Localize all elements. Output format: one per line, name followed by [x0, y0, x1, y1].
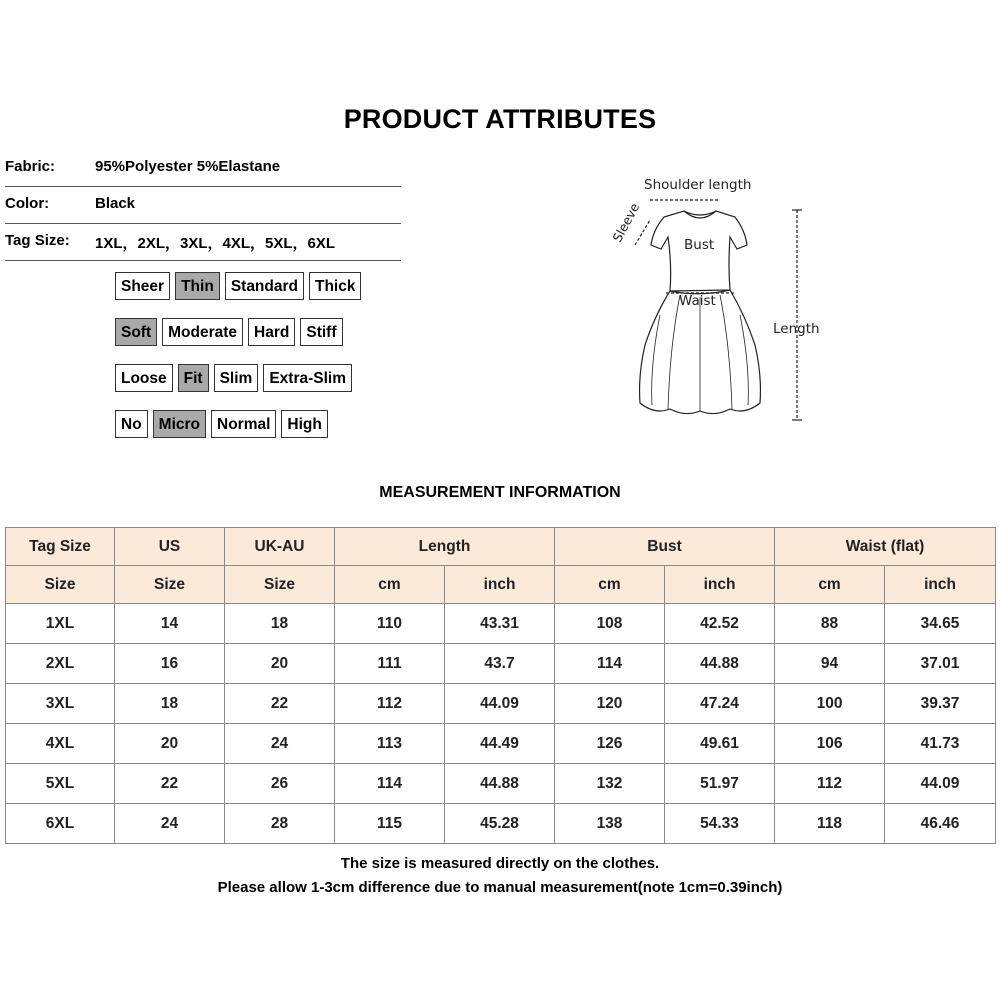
table-cell: 44.88: [445, 764, 555, 804]
table-cell: 100: [775, 684, 885, 724]
table-cell: 88: [775, 604, 885, 644]
table-cell: 49.61: [665, 724, 775, 764]
table-subheader-cell: inch: [445, 566, 555, 604]
table-cell: 22: [115, 764, 225, 804]
waist-label: Waist: [679, 293, 716, 309]
table-cell: 24: [115, 804, 225, 844]
table-cell: 106: [775, 724, 885, 764]
page-title: PRODUCT ATTRIBUTES: [343, 104, 657, 134]
option-extra-slim[interactable]: Extra-Slim: [263, 364, 352, 392]
option-thin[interactable]: Thin: [175, 272, 220, 300]
table-cell: 22: [225, 684, 335, 724]
table-subheader-cell: inch: [885, 566, 996, 604]
table-cell: 41.73: [885, 724, 996, 764]
note-measured: The size is measured directly on the clothes.: [340, 855, 660, 872]
attr-label: Color:: [5, 195, 50, 212]
table-cell: 42.52: [665, 604, 775, 644]
table-subheader-cell: cm: [775, 566, 885, 604]
option-micro[interactable]: Micro: [153, 410, 206, 438]
table-row: [6, 804, 996, 844]
shoulder-length-label: Shoulder length: [644, 177, 752, 193]
table-header-cell: Waist (flat): [775, 528, 996, 566]
option-loose[interactable]: Loose: [115, 364, 173, 392]
table-cell: 20: [115, 724, 225, 764]
table-cell: 110: [335, 604, 445, 644]
attr-value: 1XL，2XL，3XL，4XL，5XL，6XL: [95, 235, 336, 252]
table-cell: 39.37: [885, 684, 996, 724]
table-cell: 132: [555, 764, 665, 804]
table-cell: 34.65: [885, 604, 996, 644]
table-cell: 44.09: [445, 684, 555, 724]
table-cell: 3XL: [6, 684, 115, 724]
table-cell: 43.31: [445, 604, 555, 644]
table-cell: 16: [115, 644, 225, 684]
table-cell: 20: [225, 644, 335, 684]
option-normal[interactable]: Normal: [211, 410, 276, 438]
table-row: [6, 764, 996, 804]
length-label: Length: [773, 321, 820, 337]
option-fit[interactable]: Fit: [178, 364, 209, 392]
table-cell: 46.46: [885, 804, 996, 844]
table-cell: 138: [555, 804, 665, 844]
option-high[interactable]: High: [281, 410, 327, 438]
table-cell: 14: [115, 604, 225, 644]
table-cell: 113: [335, 724, 445, 764]
table-cell: 112: [335, 684, 445, 724]
attr-row-fabric: [5, 149, 401, 187]
option-sheer[interactable]: Sheer: [115, 272, 170, 300]
table-cell: 37.01: [885, 644, 996, 684]
table-row: [6, 644, 996, 684]
table-cell: 44.88: [665, 644, 775, 684]
table-subheader-cell: Size: [6, 566, 115, 604]
option-thick[interactable]: Thick: [309, 272, 361, 300]
attr-row-tag-size: [5, 223, 401, 261]
table-cell: 24: [225, 724, 335, 764]
attr-label: Fabric:: [5, 158, 56, 175]
table-subheader-row: [6, 566, 996, 604]
size-chart-table: [5, 527, 996, 844]
table-header-cell: Bust: [555, 528, 775, 566]
attr-label: Tag Size:: [5, 232, 70, 249]
option-no[interactable]: No: [115, 410, 148, 438]
table-subheader-cell: cm: [335, 566, 445, 604]
option-moderate[interactable]: Moderate: [162, 318, 243, 346]
option-soft[interactable]: Soft: [115, 318, 157, 346]
table-cell: 118: [775, 804, 885, 844]
measurement-title: MEASUREMENT INFORMATION: [379, 484, 621, 501]
table-cell: 120: [555, 684, 665, 724]
table-cell: 4XL: [6, 724, 115, 764]
table-cell: 44.09: [885, 764, 996, 804]
table-row: [6, 724, 996, 764]
table-subheader-cell: cm: [555, 566, 665, 604]
table-header-row: [6, 528, 996, 566]
table-cell: 114: [335, 764, 445, 804]
attr-value: 95%Polyester 5%Elastane: [95, 158, 281, 175]
table-cell: 94: [775, 644, 885, 684]
sleeve-label: Sleeve: [609, 200, 643, 245]
table-subheader-cell: inch: [665, 566, 775, 604]
table-cell: 2XL: [6, 644, 115, 684]
table-cell: 43.7: [445, 644, 555, 684]
option-stiff[interactable]: Stiff: [300, 318, 342, 346]
table-cell: 5XL: [6, 764, 115, 804]
table-cell: 44.49: [445, 724, 555, 764]
table-row: [6, 684, 996, 724]
table-cell: 112: [775, 764, 885, 804]
table-cell: 115: [335, 804, 445, 844]
table-header-cell: Tag Size: [6, 528, 115, 566]
table-header-cell: Length: [335, 528, 555, 566]
table-cell: 45.28: [445, 804, 555, 844]
table-header-cell: US: [115, 528, 225, 566]
option-slim[interactable]: Slim: [214, 364, 259, 392]
table-cell: 18: [115, 684, 225, 724]
option-hard[interactable]: Hard: [248, 318, 295, 346]
table-cell: 126: [555, 724, 665, 764]
note-difference: Please allow 1-3cm difference due to manual measurement(note 1cm=0.39inch): [217, 879, 783, 896]
table-subheader-cell: Size: [225, 566, 335, 604]
table-cell: 111: [335, 644, 445, 684]
attr-value: Black: [95, 195, 136, 212]
table-cell: 26: [225, 764, 335, 804]
bust-label: Bust: [684, 237, 715, 253]
table-cell: 47.24: [665, 684, 775, 724]
table-cell: 51.97: [665, 764, 775, 804]
table-header-cell: UK-AU: [225, 528, 335, 566]
table-subheader-cell: Size: [115, 566, 225, 604]
dress-diagram: [600, 165, 840, 445]
table-cell: 1XL: [6, 604, 115, 644]
attr-row-color: [5, 186, 401, 224]
table-cell: 108: [555, 604, 665, 644]
table-cell: 6XL: [6, 804, 115, 844]
table-cell: 114: [555, 644, 665, 684]
table-cell: 18: [225, 604, 335, 644]
option-standard[interactable]: Standard: [225, 272, 304, 300]
table-cell: 54.33: [665, 804, 775, 844]
table-row: [6, 604, 996, 644]
table-cell: 28: [225, 804, 335, 844]
